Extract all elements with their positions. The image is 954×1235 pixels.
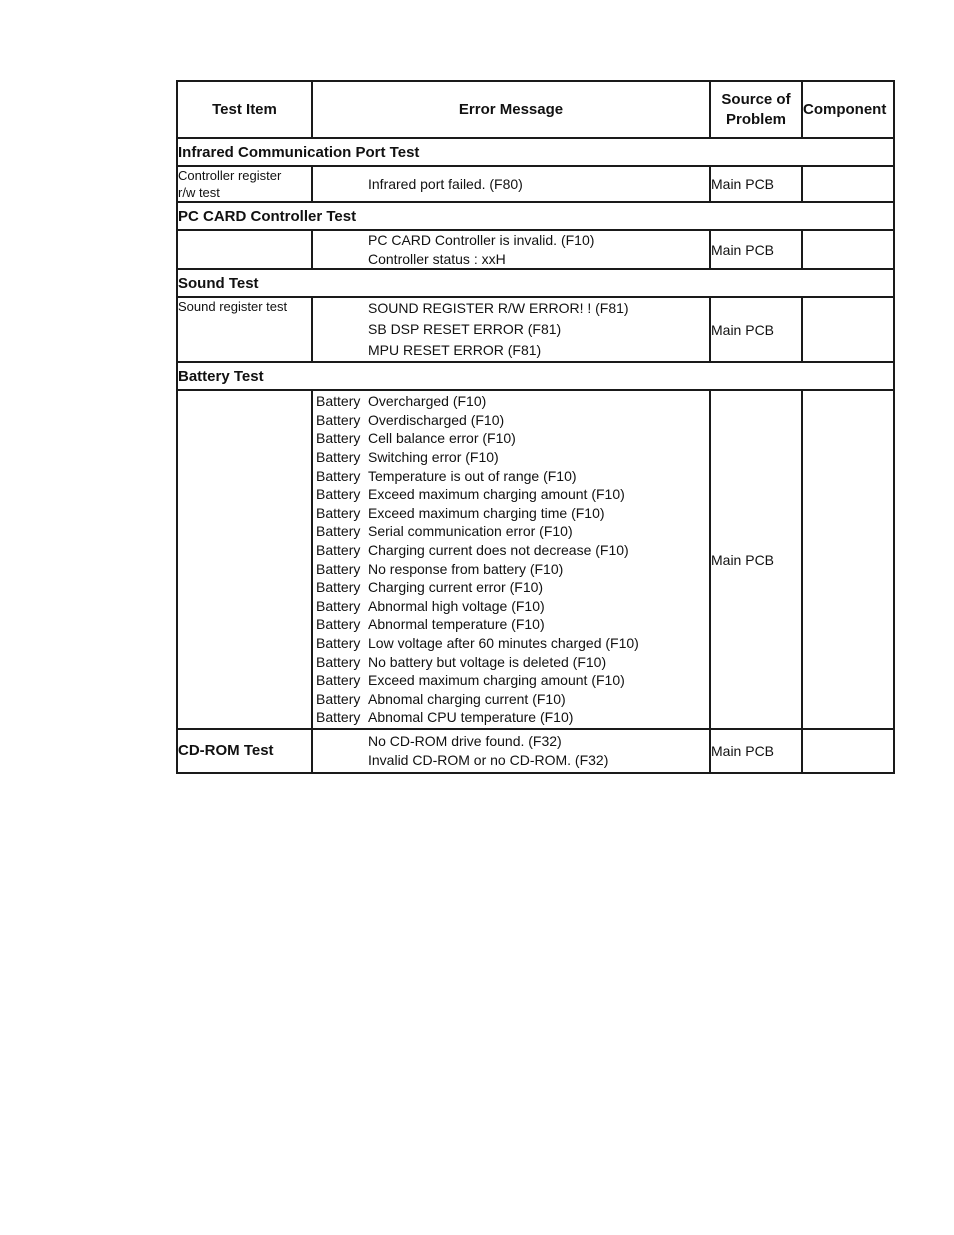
error-message-line: Invalid CD-ROM or no CD-ROM. (F32) (368, 751, 609, 768)
battery-error-line (313, 615, 709, 634)
component-cell (802, 297, 894, 362)
section-title-pccard: PC CARD Controller Test (177, 202, 894, 230)
header-error-message: Error Message (312, 81, 710, 138)
battery-error-text: Abnomal charging current (F10) (368, 690, 566, 707)
error-message-line: Infrared port failed. (F80) (368, 175, 523, 192)
component-cell (802, 230, 894, 269)
battery-error-text: Abnormal temperature (F10) (368, 616, 545, 633)
battery-error-text: Charging current error (F10) (368, 579, 544, 596)
battery-error-text: Abnormal high voltage (F10) (368, 597, 545, 614)
header-source-line2: Problem (725, 110, 786, 128)
battery-error-line (313, 448, 709, 467)
battery-prefix: Battery (316, 486, 361, 503)
section-row-battery (177, 362, 894, 390)
section-title-sound: Sound Test (177, 269, 894, 297)
battery-error-line (313, 467, 709, 486)
battery-error-text: Exceed maximum charging amount (F10) (368, 672, 625, 689)
error-message-line: Controller status : xxH (368, 250, 506, 267)
battery-prefix: Battery (316, 616, 361, 633)
battery-prefix: Battery (316, 504, 361, 521)
header-test-item: Test Item (177, 81, 312, 138)
battery-error-text: Charging current does not decrease (F10) (368, 541, 629, 558)
battery-error-line (313, 411, 709, 430)
component-cell (802, 166, 894, 202)
battery-error-line (313, 690, 709, 709)
battery-error-text: Temperature is out of range (F10) (368, 467, 577, 484)
battery-prefix: Battery (316, 411, 361, 428)
battery-error-line (313, 429, 709, 448)
error-message-cell (312, 729, 710, 773)
battery-error-text: No battery but voltage is deleted (F10) (368, 653, 607, 670)
error-message-cell (312, 230, 710, 269)
header-source-line1: Source of (721, 90, 791, 108)
table-row-sound (177, 297, 894, 362)
header-row (177, 81, 894, 138)
header-source-of-problem (710, 81, 802, 138)
table-row-pccard (177, 230, 894, 269)
source-cell: Main PCB (710, 390, 802, 729)
section-row-infrared (177, 138, 894, 166)
battery-error-line (313, 560, 709, 579)
error-message-cell (312, 166, 710, 202)
table-row-infrared (177, 166, 894, 202)
error-message-line: PC CARD Controller is invalid. (F10) (368, 232, 595, 248)
section-title-infrared: Infrared Communication Port Test (177, 138, 894, 166)
section-row-sound (177, 269, 894, 297)
error-message-cell (312, 390, 710, 729)
battery-prefix: Battery (316, 690, 361, 707)
battery-error-line (313, 634, 709, 653)
battery-error-line (313, 541, 709, 560)
test-item-cell (177, 230, 312, 269)
battery-prefix: Battery (316, 523, 361, 540)
battery-error-line (313, 522, 709, 541)
battery-prefix: Battery (316, 579, 361, 596)
battery-prefix: Battery (316, 560, 361, 577)
table-row-cdrom (177, 729, 894, 773)
error-message-line: No CD-ROM drive found. (F32) (368, 733, 562, 750)
battery-prefix: Battery (316, 634, 361, 651)
source-cell: Main PCB (710, 166, 802, 202)
battery-error-line (313, 653, 709, 672)
battery-error-text: Switching error (F10) (368, 448, 499, 465)
battery-error-line (313, 485, 709, 504)
battery-error-text: Cell balance error (F10) (368, 430, 516, 447)
battery-error-text: No response from battery (F10) (368, 560, 564, 577)
test-item-line1: Controller register (178, 168, 282, 183)
battery-prefix: Battery (316, 430, 361, 447)
table-row-battery (177, 390, 894, 729)
test-item-cell: CD-ROM Test (177, 729, 312, 773)
battery-error-text: Overdischarged (F10) (368, 411, 505, 428)
battery-prefix: Battery (316, 541, 361, 558)
error-message-table (176, 80, 895, 774)
battery-prefix: Battery (316, 709, 361, 726)
test-item-cell (177, 390, 312, 729)
error-message-line: SOUND REGISTER R/W ERROR! ! (F81) (368, 300, 629, 317)
component-cell (802, 729, 894, 773)
battery-error-line (313, 392, 709, 411)
battery-error-line (313, 504, 709, 523)
section-title-battery: Battery Test (177, 362, 894, 390)
battery-error-text: Exceed maximum charging amount (F10) (368, 486, 625, 503)
battery-prefix: Battery (316, 653, 361, 670)
error-message-line: MPU RESET ERROR (F81) (368, 342, 542, 359)
battery-error-line (313, 671, 709, 690)
battery-error-text: Exceed maximum charging time (F10) (368, 504, 605, 521)
test-item-cell (177, 166, 312, 202)
battery-prefix: Battery (316, 467, 361, 484)
test-item-cell: Sound register test (177, 297, 312, 362)
error-message-cell (312, 297, 710, 362)
battery-error-text: Abnomal CPU temperature (F10) (368, 709, 574, 726)
source-cell: Main PCB (710, 729, 802, 773)
battery-error-line (313, 708, 709, 727)
battery-prefix: Battery (316, 393, 361, 410)
error-message-line: SB DSP RESET ERROR (F81) (368, 321, 562, 338)
header-component: Component (802, 81, 894, 138)
battery-prefix: Battery (316, 448, 361, 465)
battery-error-text: Serial communication error (F10) (368, 523, 573, 540)
battery-error-text: Low voltage after 60 minutes charged (F10) (368, 634, 639, 651)
source-cell: Main PCB (710, 297, 802, 362)
battery-prefix: Battery (316, 672, 361, 689)
battery-error-line (313, 578, 709, 597)
battery-prefix: Battery (316, 597, 361, 614)
battery-error-text: Overcharged (F10) (368, 393, 487, 410)
battery-error-line (313, 597, 709, 616)
component-cell (802, 390, 894, 729)
source-cell: Main PCB (710, 230, 802, 269)
section-row-pccard (177, 202, 894, 230)
test-item-line2: r/w test (178, 185, 220, 200)
